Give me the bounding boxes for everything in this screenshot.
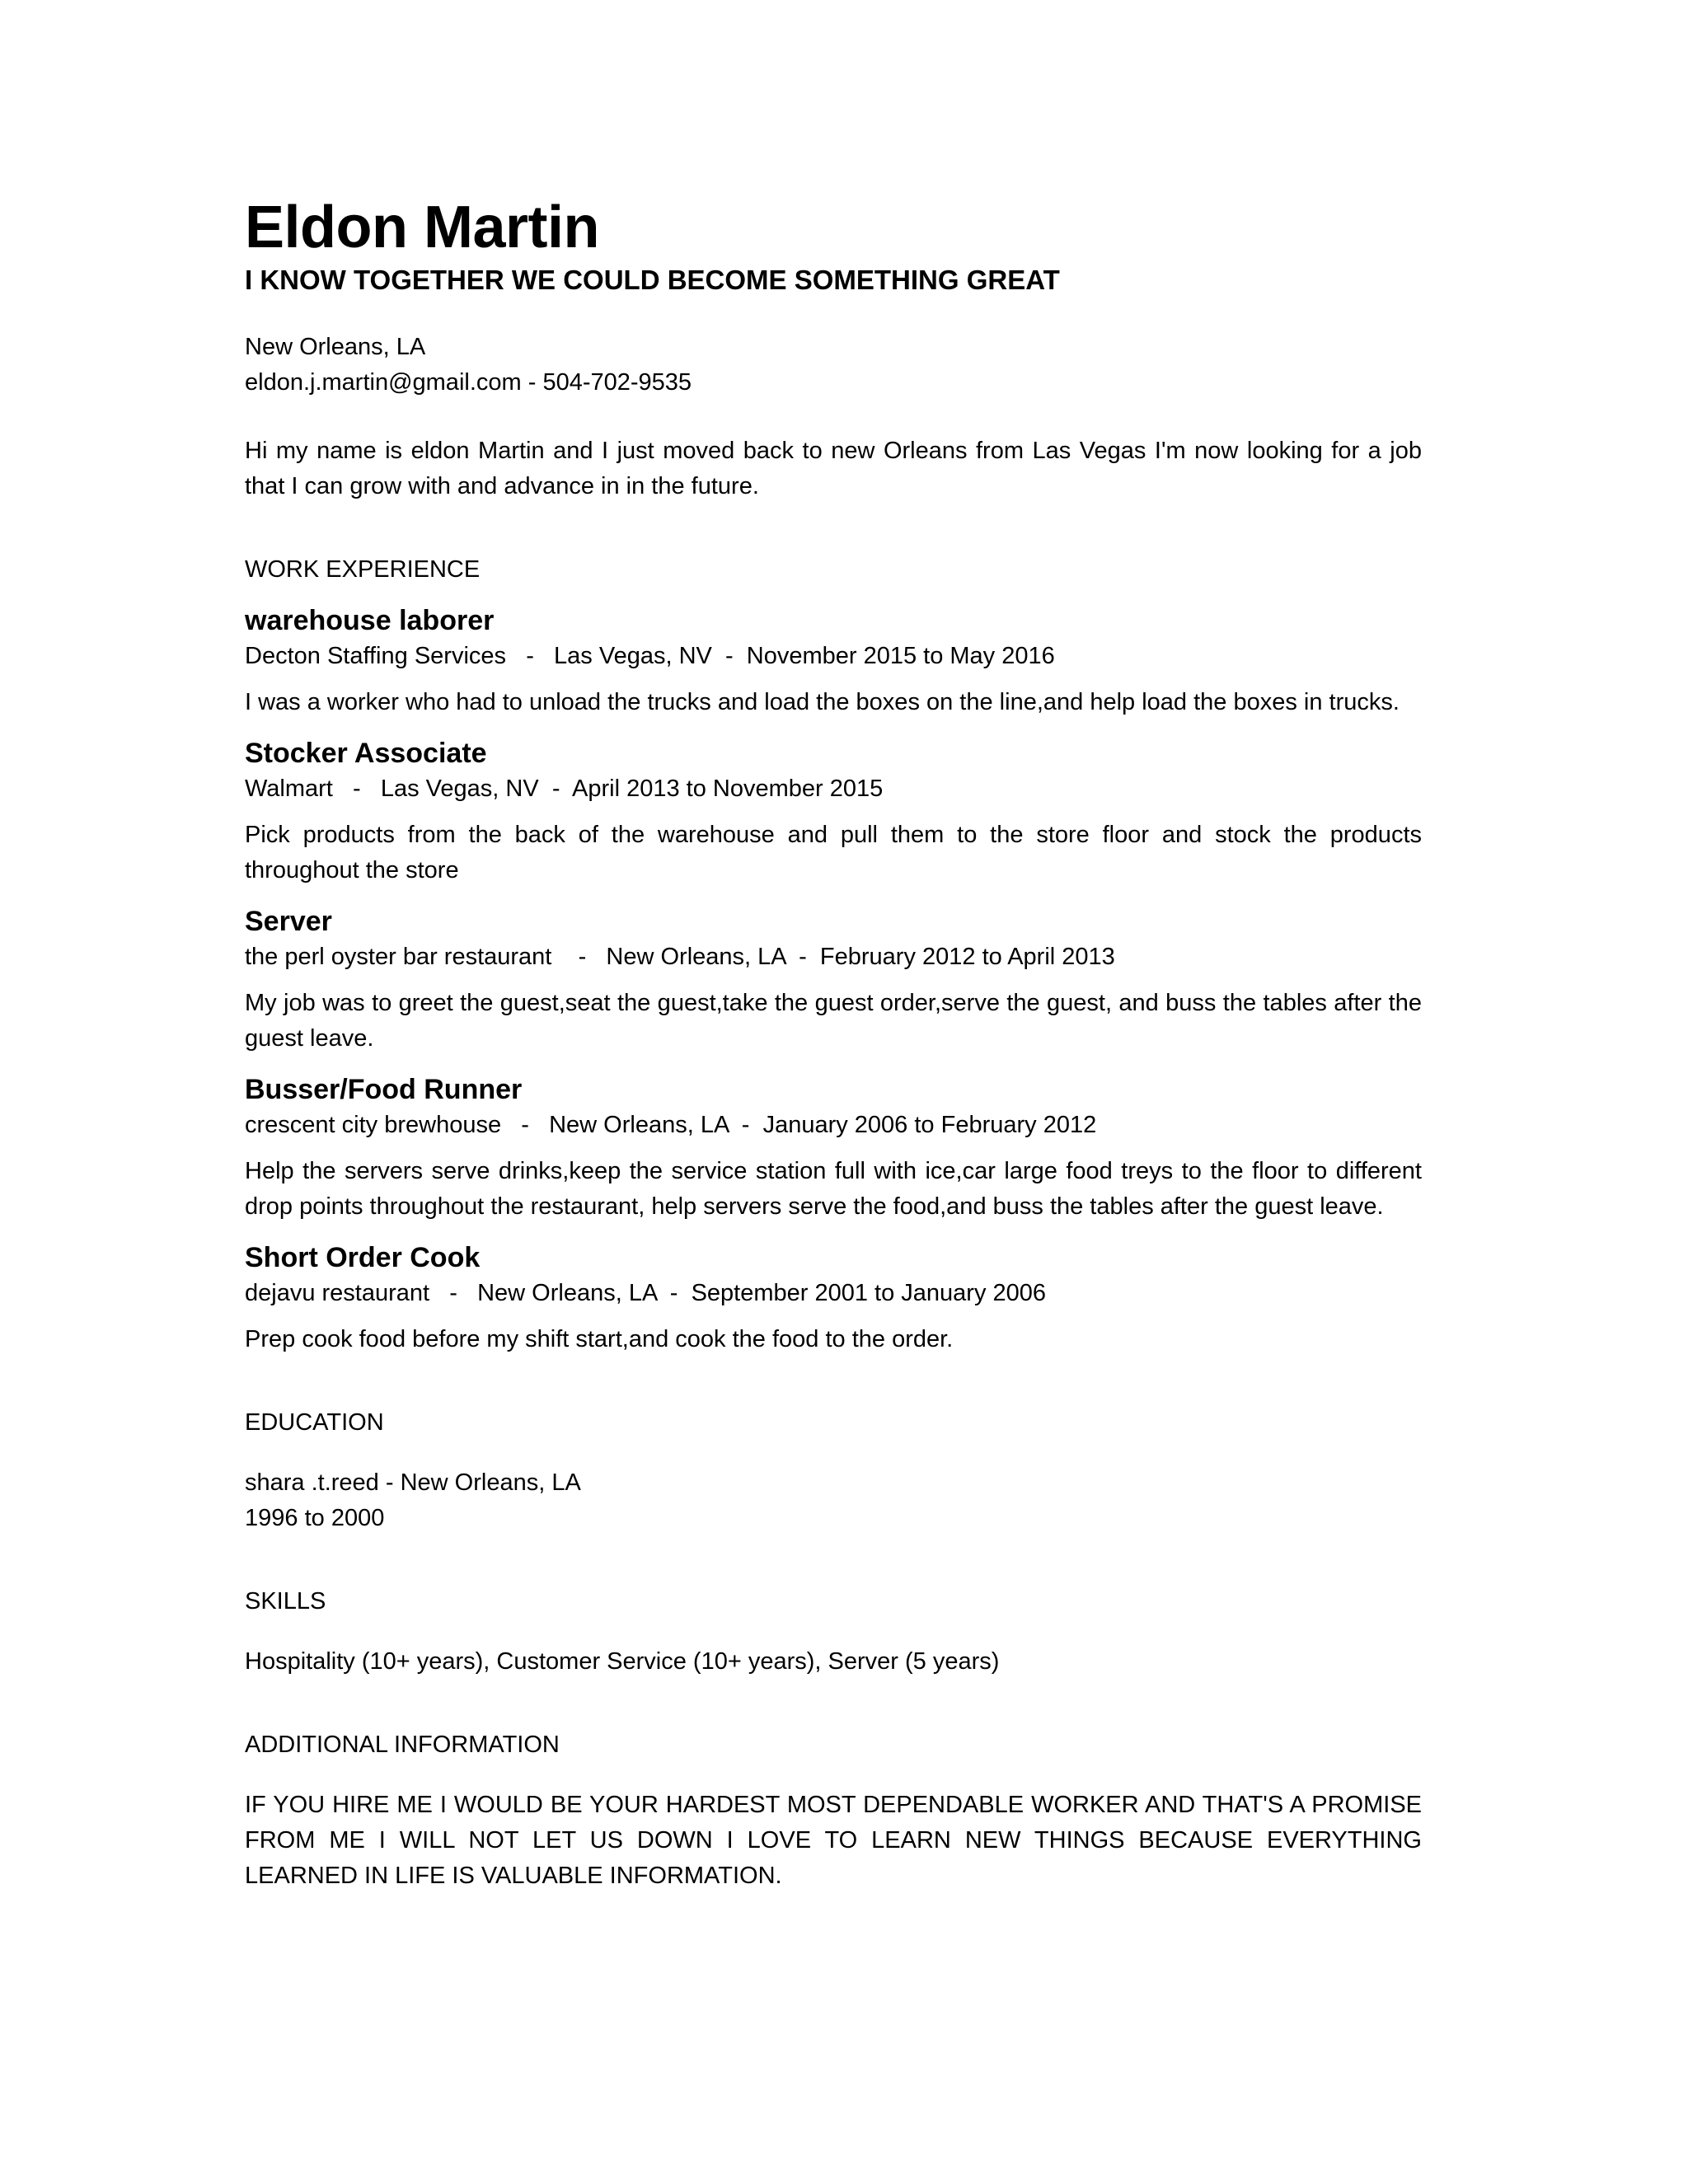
job-description: Help the servers serve drinks,keep the service station full with ice,car large food treys to the floor to different drop points throughout the restaurant, help servers serve the food,and buss the tables after the guest leave. <box>245 1157 1422 1220</box>
job-title: Server <box>245 905 332 937</box>
job-meta: the perl oyster bar restaurant - New Orleans, LA - February 2012 to April 2013 <box>245 943 1115 970</box>
job-title: Busser/Food Runner <box>245 1073 523 1105</box>
job-title: warehouse laborer <box>245 604 495 636</box>
job-meta: dejavu restaurant - New Orleans, LA - September 2001 to January 2006 <box>245 1279 1047 1306</box>
job-title: Stocker Associate <box>245 737 487 769</box>
tagline: I KNOW TOGETHER WE COULD BECOME SOMETHING GREAT <box>245 265 1060 295</box>
job-meta: Decton Staffing Services - Las Vegas, NV - November 2015 to May 2016 <box>245 642 1055 669</box>
job-description: My job was to greet the guest,seat the guest,take the guest order,serve the guest, and buss the tables after the guest leave. <box>245 989 1422 1052</box>
job-description: Prep cook food before my shift start,and cook the food to the order. <box>245 1325 954 1352</box>
job-meta: crescent city brewhouse - New Orleans, LA - January 2006 to February 2012 <box>245 1111 1097 1138</box>
summary: Hi my name is eldon Martin and I just moved back to new Orleans from Las Vegas I'm now looking for a job that I can grow with and advance in in the future. <box>245 437 1422 499</box>
job-description: I was a worker who had to unload the trucks and load the boxes on the line,and help load the boxes in trucks. <box>245 688 1400 715</box>
education-heading: EDUCATION <box>245 1408 384 1436</box>
job-meta: Walmart - Las Vegas, NV - April 2013 to November 2015 <box>245 775 884 802</box>
additional-info-text: IF YOU HIRE ME I WOULD BE YOUR HARDEST MOST DEPENDABLE WORKER AND THAT'S A PROMISE FROM ME I WILL NOT LET US DOWN I LOVE TO LEARN NEW THINGS BECAUSE EVERYTHING LEARNED IN LIFE IS VALUABLE INFORMATION. <box>245 1791 1422 1889</box>
education-years: 1996 to 2000 <box>245 1504 385 1531</box>
job-entry <box>245 1071 1422 1225</box>
skills-heading: SKILLS <box>245 1587 326 1615</box>
job-title: Short Order Cook <box>245 1241 481 1273</box>
contact-block <box>245 330 1422 401</box>
job-entry <box>245 735 1422 888</box>
resume-page <box>245 194 1422 1894</box>
skills-list: Hospitality (10+ years), Customer Service (10+ years), Server (5 years) <box>245 1647 1000 1675</box>
candidate-name: Eldon Martin <box>245 194 599 260</box>
email-phone: eldon.j.martin@gmail.com - 504-702-9535 <box>245 368 692 396</box>
job-entry <box>245 602 1422 720</box>
additional-info-heading: ADDITIONAL INFORMATION <box>245 1731 560 1758</box>
education-block <box>245 1465 1422 1536</box>
location: New Orleans, LA <box>245 333 426 360</box>
work-experience-heading: WORK EXPERIENCE <box>245 555 481 583</box>
job-description: Pick products from the back of the warehouse and pull them to the store floor and stock the products throughout the store <box>245 821 1422 883</box>
job-entry <box>245 1240 1422 1357</box>
job-entry <box>245 903 1422 1057</box>
education-school: shara .t.reed - New Orleans, LA <box>245 1469 581 1496</box>
